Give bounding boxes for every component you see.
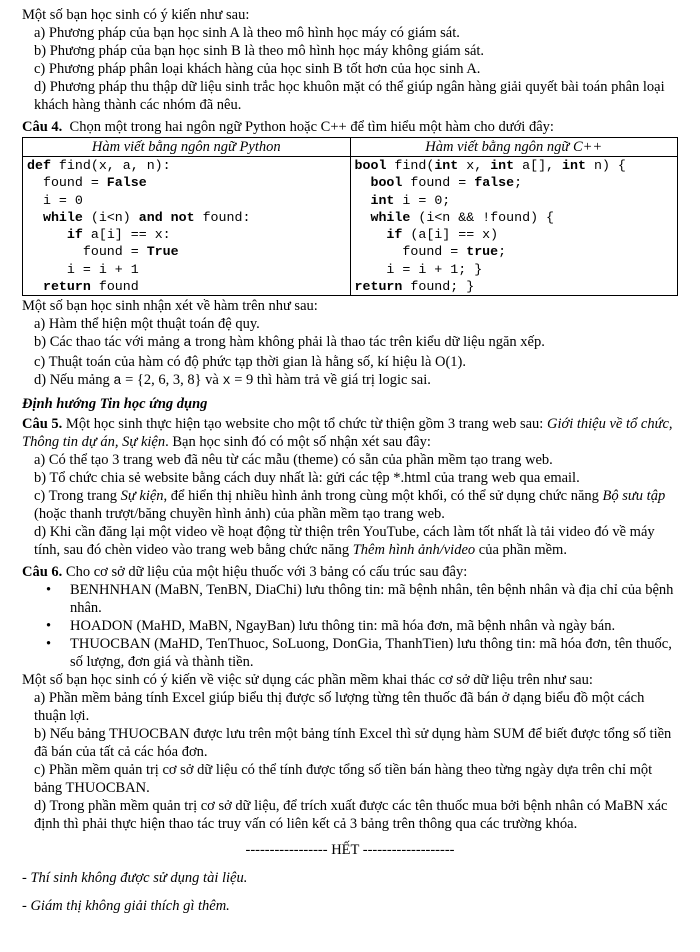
q3-item-a: a) Phương pháp của bạn học sinh A là theo mô hình học máy có giám sát. [34, 25, 460, 41]
q5-item-d: d) Khi cần đăng lại một video về hoạt động từ thiện trên YouTube, cách làm tốt nhất là tải video đó về máy tính, sau đó chèn video vào trang web bằng chức năng Thêm hình ảnh/video của phần mềm. [34, 523, 655, 558]
q6-header: Câu 6. Cho cơ sở dữ liệu của một hiệu thuốc với 3 bảng có cấu trúc sau đây: [22, 563, 468, 580]
list-item: • THUOCBAN (MaHD, TenThuoc, SoLuong, DonGia, ThanhTien) lưu thông tin: mã hóa đơn, tên thuốc, số lượng, đơn giá và thành tiền. [46, 635, 672, 670]
q3-item-b: b) Phương pháp của bạn học sinh B là theo mô hình học máy không giám sát. [34, 43, 485, 59]
q6-item-a: a) Phần mềm bảng tính Excel giúp biểu thị được số lượng từng tên thuốc đã bán ở dạng biểu đồ một cách thuận lợi. [34, 689, 645, 724]
q4-header [22, 118, 678, 136]
cpp-code: bool find(int x, int a[], int n) { bool found = false; int i = 0; while (i<n && !found) { if (a[i] == x) found = true; i = i + 1; } return found; } [350, 157, 678, 296]
q6-table-list [22, 581, 678, 671]
q6-item-c: c) Phần mềm quản trị cơ sở dữ liệu có thể tính được tổng số tiền bán hàng theo từng ngày dựa trên chỉ một bảng THUOCBAN. [34, 761, 653, 796]
note-no-explanation: - Giám thị không giải thích gì thêm. [22, 897, 230, 914]
q4-text: Chọn một trong hai ngôn ngữ Python hoặc C++ để tìm hiểu một hàm cho dưới đây: [69, 119, 554, 135]
q6-item-b: b) Nếu bảng THUOCBAN được lưu trên một bảng tính Excel thì sử dụng hàm SUM để biết được tổng số tiền đã bán của tất cả các hóa đơn. [34, 725, 672, 760]
end-marker: ----------------- HẾT ------------------- [245, 841, 455, 858]
code-table [22, 137, 678, 296]
q4-item-d: d) Nếu mảng a = {2, 6, 3, 8} và x = 9 thì hàm trả về giá trị logic sai. [34, 371, 431, 389]
q6-item-d: d) Trong phần mềm quản trị cơ sở dữ liệu, để trích xuất được các tên thuốc mua bởi bệnh nhân có MaBN xác định thì phải thực hiện thao tác truy vấn có liên kết cả 3 bảng trên thông qua các trường khóa. [34, 797, 668, 832]
q5-item-a: a) Có thể tạo 3 trang web đã nêu từ các mẫu (theme) có sẵn của phần mềm tạo trang web. [34, 451, 553, 468]
col-cpp-header: Hàm viết bằng ngôn ngữ C++ [350, 138, 678, 157]
q4-label: Câu 4. [22, 119, 63, 135]
list-item: • HOADON (MaHD, MaBN, NgayBan) lưu thông tin: mã hóa đơn, mã bệnh nhân và ngày bán. [46, 617, 616, 634]
q4-item-a: a) Hàm thể hiện một thuật toán đệ quy. [34, 316, 260, 333]
opinion-intro: Một số bạn học sinh có ý kiến như sau: [22, 7, 250, 23]
q3-item-c: c) Phương pháp phân loại khách hàng của học sinh B tốt hơn của học sinh A. [34, 61, 481, 77]
q5-header: Câu 5. Một học sinh thực hiện tạo website cho một tổ chức từ thiện gồm 3 trang web sau: Giới thiệu về tổ chức, Thông tin dự án, Sự kiện. Bạn học sinh đó có một số nhận xét sau đây: [22, 415, 673, 450]
q4-comment-intro: Một số bạn học sinh nhận xét về hàm trên như sau: [22, 298, 318, 315]
col-python-header: Hàm viết bằng ngôn ngữ Python [23, 138, 351, 157]
note-no-materials: - Thí sinh không được sử dụng tài liệu. [22, 869, 248, 886]
q5-item-b: b) Tổ chức chia sẻ website bằng cách duy nhất là: gửi các tệp *.html của trang web qua email. [34, 469, 580, 486]
q4-item-c: c) Thuật toán của hàm có độ phức tạp thời gian là hằng số, kí hiệu là O(1). [34, 353, 467, 370]
q6-label: Câu 6. [22, 563, 63, 580]
list-item: • BENHNHAN (MaBN, TenBN, DiaChi) lưu thông tin: mã bệnh nhân, tên bệnh nhân và địa chỉ của bệnh nhân. [46, 581, 674, 616]
q5-item-c: c) Trong trang Sự kiện, để hiển thị nhiều hình ảnh trong cùng một khối, có thể sử dụng chức năng Bộ sưu tập (hoặc thanh trượt/băng chuyền hình ảnh) của phần mềm tạo trang web. [34, 487, 666, 522]
q6-comment-intro: Một số bạn học sinh có ý kiến về việc sử dụng các phần mềm khai thác cơ sở dữ liệu trên như sau: [22, 671, 593, 688]
python-code: def find(x, a, n): found = False i = 0 while (i<n) and not found: if a[i] == x: found = True i = i + 1 return found [23, 157, 351, 296]
q4-item-b: b) Các thao tác với mảng a trong hàm không phải là thao tác trên kiểu dữ liệu ngăn xếp. [34, 334, 545, 352]
section-title: Định hướng Tin học ứng dụng [22, 395, 208, 412]
q3-item-d: d) Phương pháp thu thập dữ liệu sinh trắc học khuôn mặt có thể giúp ngân hàng giải quyết bài toán phân loại khách hàng thành các nhóm đã nêu. [34, 79, 665, 113]
q5-label: Câu 5. [22, 415, 63, 432]
